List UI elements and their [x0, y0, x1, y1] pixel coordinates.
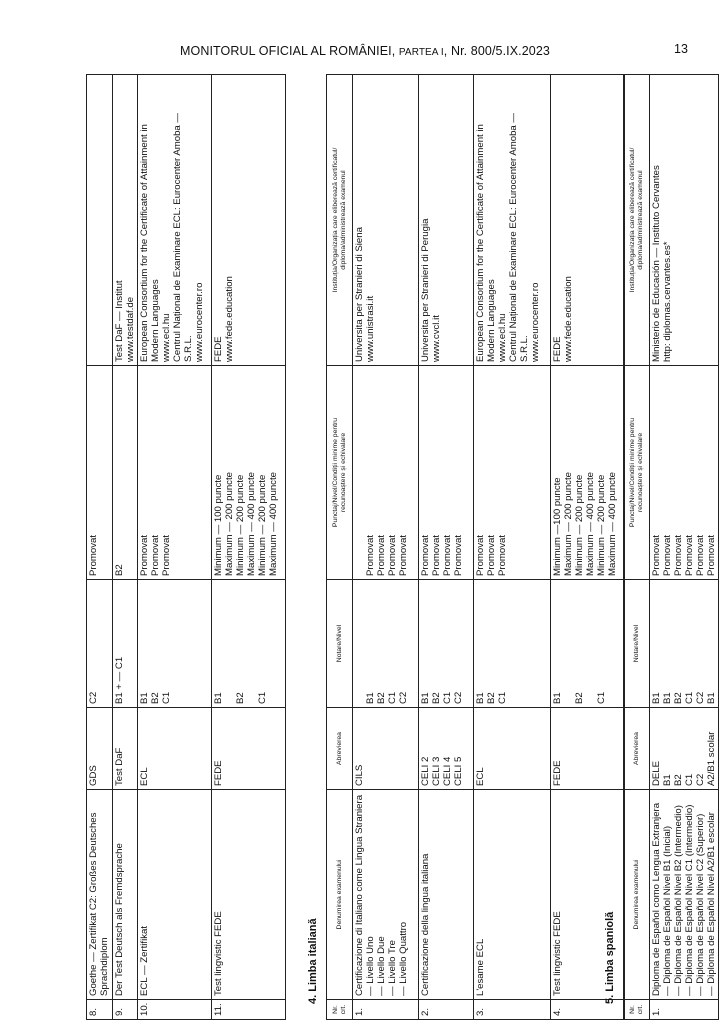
- cell-abbr: ECL: [138, 708, 212, 790]
- header-level: Notare/Nivel: [327, 580, 353, 708]
- cell-name: Der Test Deutsch als Fremdsprache: [113, 790, 138, 1000]
- cell-name: Certificazione di Italiano come Lingua Straniera — Livello Uno — Livello Due — Livello Tre — Livello Quattro: [353, 790, 419, 1000]
- cell-inst: European Consortium for the Certificate of Attainment in Modern Languages www.ecl.hu Centrul Național de Examinare ECL: Eurocenter Amoba — S.R.L. www.eurocenter.ro: [138, 75, 212, 366]
- cell-score: B2: [113, 366, 138, 580]
- cell-abbr: Test DaF: [113, 708, 138, 790]
- cell-level: C2: [87, 580, 113, 708]
- cell-level: B1 B1 B2 C1 C2 B1: [650, 580, 719, 708]
- german-exams-table: [86, 74, 286, 1020]
- cell-inst: European Consortium for the Certificate of Attainment in Modern Languages www.ecl.hu Centrul Național de Examinare ECL: Eurocenter Amoba — S.R.L. www.eurocenter.ro: [474, 75, 551, 366]
- cell-nr: 10.: [138, 1000, 212, 1020]
- cell-name: Certificazione della lingua italiana: [419, 790, 474, 1000]
- header-level: Notare/Nivel: [624, 580, 650, 708]
- cell-level: B1 B2 C1: [212, 580, 286, 708]
- cell-level: B1 B2 C1: [551, 580, 625, 708]
- cell-level: B1 B2 C1: [474, 580, 551, 708]
- header-name: Denumirea examenului: [624, 790, 650, 1000]
- cell-inst: Universita per Stranieri di Siena www.unistrasi.it: [353, 75, 419, 366]
- cell-nr: 3.: [474, 1000, 551, 1020]
- header-inst: Instituția/Organizația care eliberează certificatul/ diploma/administrează examenul: [327, 75, 353, 366]
- cell-nr: 2.: [419, 1000, 474, 1020]
- cell-score: Promovat Promovat Promovat Promovat: [419, 366, 474, 580]
- header-score: Punctaj/Nivel/Condiții minime pentru recunoaștere și echivalare: [624, 366, 650, 580]
- section-title-spanish: 5. Limba spaniolă: [604, 911, 616, 1004]
- page-header: [180, 44, 640, 58]
- table-row: [212, 75, 286, 1020]
- table-row: [353, 75, 419, 1020]
- cell-nr: 4.: [551, 1000, 625, 1020]
- italian-exams-table: [326, 74, 625, 1020]
- cell-name: Diploma de Español como Lengua Extranjera — Diploma de Español Nivel B1 (Inicial) — Diploma de Español Nivel B2 (Intermedio) — Diploma de Español Nivel C1 (Intermedio) — Diploma de Español Nivel C2 (Superior) — Diploma de Español Nivel A2/B1 escolar: [650, 790, 719, 1000]
- cell-name: L'esame ECL: [474, 790, 551, 1000]
- cell-nr: 9.: [113, 1000, 138, 1020]
- header-name: Denumirea examenului: [327, 790, 353, 1000]
- cell-abbr: ECL: [474, 708, 551, 790]
- cell-inst: Universita per Stranieri di Perugia www.cvcl.it: [419, 75, 474, 366]
- table-row: [138, 75, 212, 1020]
- table-row: [474, 75, 551, 1020]
- cell-nr: 8.: [87, 1000, 113, 1020]
- cell-nr: 1.: [650, 1000, 719, 1020]
- cell-inst: FEDE www.fede.education: [551, 75, 625, 366]
- cell-score: Promovat Promovat Promovat Promovat: [353, 366, 419, 580]
- rotated-content: [72, 74, 717, 1020]
- cell-score: Minimum —100 puncte Maximum — 200 puncte Minimum — 200 puncte Maximum — 400 puncte Minimum — 200 puncte Maximum — 400 puncte: [551, 366, 625, 580]
- publication-part: PARTEA I: [398, 47, 444, 58]
- cell-score: Minimum — 100 puncte Maximum — 200 puncte Minimum — 200 puncte Maximum — 400 puncte Minimum — 200 puncte Maximum — 400 puncte: [212, 366, 286, 580]
- cell-nr: 11.: [212, 1000, 286, 1020]
- header-nr: Nr. crt.: [624, 1000, 650, 1020]
- spanish-exams-table: [623, 74, 719, 1020]
- cell-name: ECL — Zertifikat: [138, 790, 212, 1000]
- cell-name: Test lingvistic FEDE: [212, 790, 286, 1000]
- publication-issue: , Nr. 800/5.IX.2023: [443, 44, 550, 58]
- header-abbr: Abrevierea: [327, 708, 353, 790]
- cell-inst: Test DaF — Institut www.testdaf.de: [113, 75, 138, 366]
- cell-nr: 1.: [353, 1000, 419, 1020]
- page-number: 13: [674, 42, 688, 56]
- cell-level: B1 B2 C1: [138, 580, 212, 708]
- cell-score: Promovat: [87, 366, 113, 580]
- publication-title: MONITORUL OFICIAL AL ROMÂNIEI,: [180, 44, 399, 58]
- cell-abbr: FEDE: [551, 708, 625, 790]
- table-row: [87, 75, 113, 1020]
- cell-score: Promovat Promovat Promovat: [138, 366, 212, 580]
- cell-abbr: CELI 2 CELI 3 CELI 4 CELI 5: [419, 708, 474, 790]
- cell-inst: FEDE www.fede.education: [212, 75, 286, 366]
- cell-name: Test lingvistic FEDE: [551, 790, 625, 1000]
- cell-abbr: CILS: [353, 708, 419, 790]
- header-inst: Instituția/Organizația care eliberează certificatul/ diploma/administrează examenul: [624, 75, 650, 366]
- cell-abbr: GDS: [87, 708, 113, 790]
- cell-abbr: DELE B1 B2 C1 C2 A2/B1 scolar: [650, 708, 719, 790]
- cell-level: B1 B2 C1 C2: [419, 580, 474, 708]
- cell-score: Promovat Promovat Promovat Promovat Promovat Promovat: [650, 366, 719, 580]
- cell-abbr: FEDE: [212, 708, 286, 790]
- cell-name: Goethe — Zertifikat C2: Großes Deutsches Sprachdiplom: [87, 790, 113, 1000]
- cell-inst: Ministerio de Educación — Instituto Cervantes http: diplomas.cervantes.es*: [650, 75, 719, 366]
- header-score: Punctaj/Nivel/Condiții minime pentru recunoaștere și echivalare: [327, 366, 353, 580]
- table-row: [650, 75, 719, 1020]
- cell-inst: [87, 75, 113, 366]
- cell-level: B1 B2 C1 C2: [353, 580, 419, 708]
- section-title-italian: 4. Limba italiană: [307, 918, 319, 1004]
- table-row: [113, 75, 138, 1020]
- cell-score: Promovat Promovat Promovat: [474, 366, 551, 580]
- table-row: [419, 75, 474, 1020]
- cell-level: B1 + — C1: [113, 580, 138, 708]
- header-nr: Nr. crt.: [327, 1000, 353, 1020]
- header-abbr: Abrevierea: [624, 708, 650, 790]
- table-row: [551, 75, 625, 1020]
